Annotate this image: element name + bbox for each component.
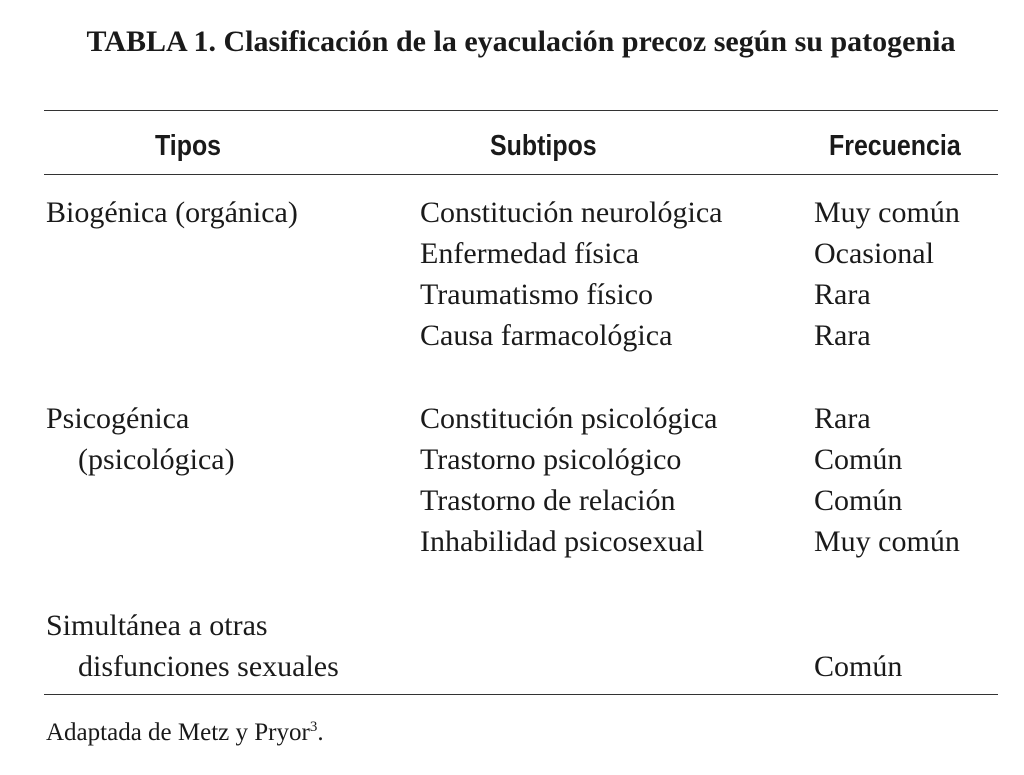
frecuencia-cell: Muy común	[814, 525, 960, 558]
tipo-simultanea-cont: disfunciones sexuales	[78, 650, 339, 683]
source-suffix: .	[317, 719, 324, 746]
frecuencia-cell: Ocasional	[814, 237, 934, 270]
subtipo-cell: Inhabilidad psicosexual	[420, 525, 705, 558]
table-source-note	[46, 710, 324, 750]
header-rule	[44, 174, 998, 175]
bottom-rule	[44, 694, 998, 695]
source-text: Adaptada de Metz y Pryor	[46, 719, 310, 746]
frecuencia-cell: Rara	[814, 319, 871, 352]
tipo-psicogenica: Psicogénica	[46, 402, 190, 435]
subtipo-cell: Enfermedad física	[420, 237, 640, 270]
top-rule	[44, 110, 998, 111]
header-frecuencia: Frecuencia	[829, 130, 961, 162]
header-subtipos: Subtipos	[490, 130, 597, 162]
frecuencia-cell: Rara	[814, 278, 871, 311]
table-title: TABLA 1. Clasificación de la eyaculación precoz según su patogenia	[86, 25, 956, 58]
subtipo-cell: Constitución psicológica	[420, 402, 718, 435]
source-reference: 3	[309, 719, 318, 735]
header-tipos: Tipos	[155, 130, 222, 162]
subtipo-cell: Trastorno de relación	[420, 484, 676, 517]
frecuencia-cell: Común	[814, 443, 903, 476]
frecuencia-cell: Común	[814, 484, 903, 517]
tipo-simultanea: Simultánea a otras	[46, 609, 268, 642]
subtipo-cell: Constitución neurológica	[420, 196, 723, 229]
frecuencia-cell: Común	[814, 650, 903, 683]
tipo-psicogenica-cont: (psicológica)	[78, 443, 235, 476]
tipo-biogenica: Biogénica (orgánica)	[46, 196, 298, 229]
frecuencia-cell: Rara	[814, 402, 871, 435]
subtipo-cell: Traumatismo físico	[420, 278, 654, 311]
subtipo-cell: Trastorno psicológico	[420, 443, 682, 476]
subtipo-cell: Causa farmacológica	[420, 319, 673, 352]
frecuencia-cell: Muy común	[814, 196, 960, 229]
